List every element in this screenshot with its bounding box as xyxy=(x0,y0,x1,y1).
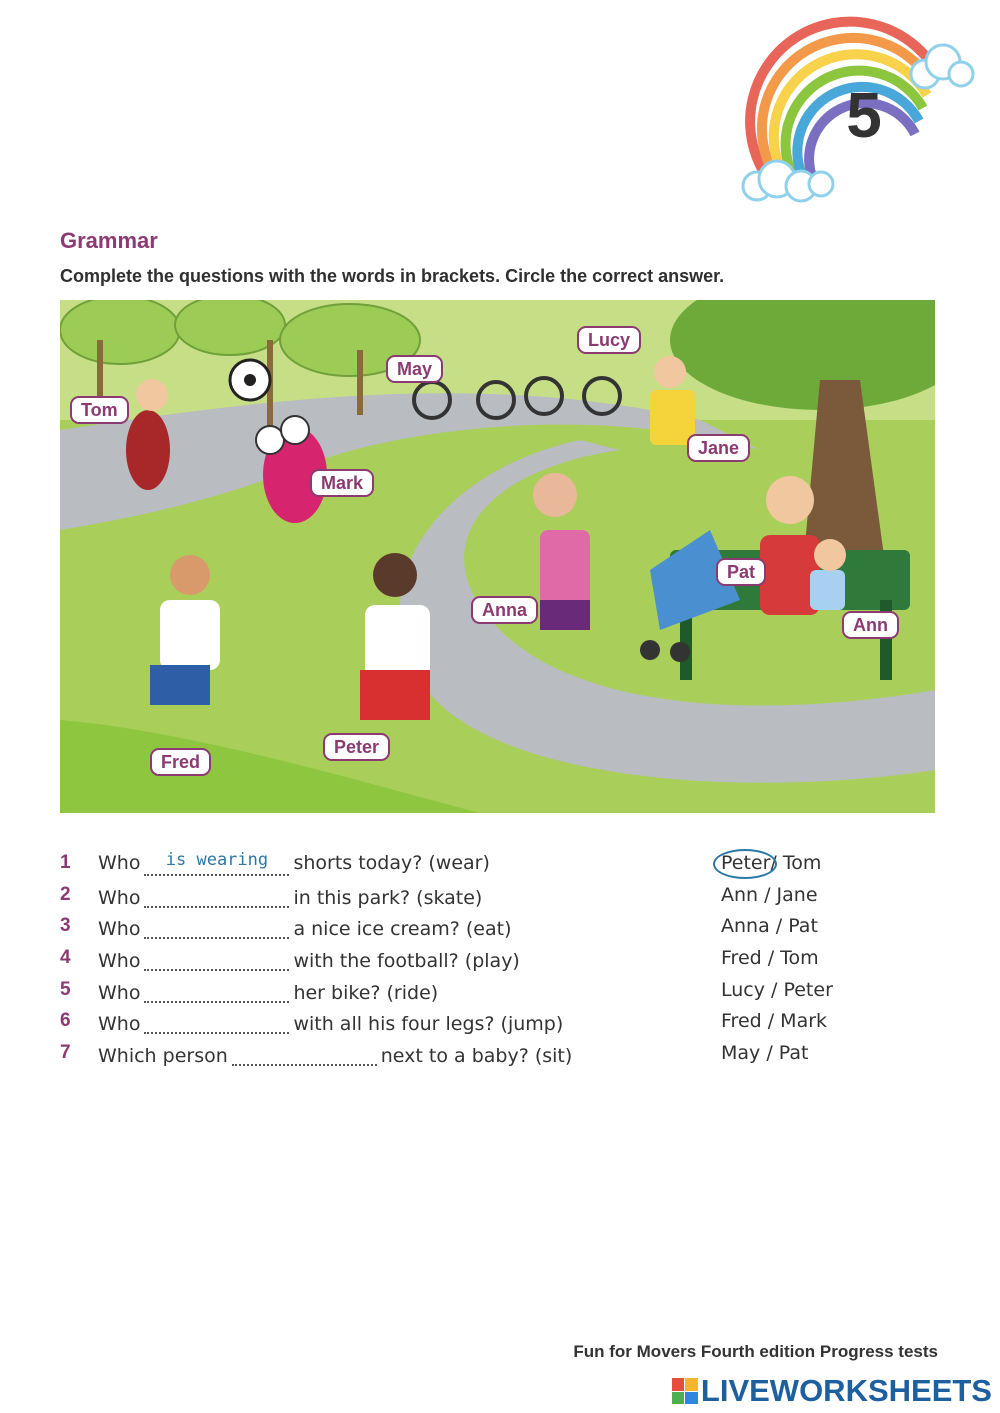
question-tail: a nice ice cream? (eat) xyxy=(293,918,512,941)
answer-options-1 xyxy=(721,848,821,878)
name-tag-lucy: Lucy xyxy=(577,326,641,354)
name-tag-jane: Jane xyxy=(687,434,750,462)
question-row-7 xyxy=(60,1038,940,1070)
name-tag-mark: Mark xyxy=(310,469,374,497)
park-scene-drawing xyxy=(60,300,935,813)
question-text xyxy=(98,848,490,878)
question-lead: Which person xyxy=(98,1045,228,1068)
footer-credit: Fun for Movers Fourth edition Progress tests xyxy=(573,1342,938,1361)
question-row-3 xyxy=(60,911,940,943)
brand-name: LIVEWORKSHEETS xyxy=(700,1373,992,1408)
answer-options-4[interactable]: Fred / Tom xyxy=(721,947,819,970)
answer-options-6[interactable]: Fred / Mark xyxy=(721,1010,828,1033)
answer-blank-5[interactable] xyxy=(144,979,289,1003)
question-text xyxy=(98,1038,572,1071)
answer-blank-6[interactable] xyxy=(144,1010,289,1034)
park-illustration xyxy=(60,300,935,813)
question-tail: her bike? (ride) xyxy=(293,981,439,1004)
written-answer: is wearing xyxy=(165,850,269,870)
answer-circle-mark xyxy=(713,849,777,879)
question-number: 5 xyxy=(60,978,71,1000)
question-lead: Who xyxy=(98,950,141,973)
name-tag-anna: Anna xyxy=(471,596,538,624)
question-lead: Who xyxy=(98,886,141,909)
question-text xyxy=(98,943,520,976)
answer-options-3[interactable]: Anna / Pat xyxy=(721,915,818,938)
question-row-5 xyxy=(60,975,940,1007)
unit-number: 5 xyxy=(846,79,882,151)
answer-blank-1[interactable] xyxy=(144,852,289,876)
question-text xyxy=(98,880,482,913)
name-tag-pat: Pat xyxy=(716,558,766,586)
answer-blank-4[interactable] xyxy=(144,947,289,971)
question-row-4 xyxy=(60,943,940,975)
question-lead: Who xyxy=(98,981,141,1004)
answer-blank-7[interactable] xyxy=(232,1042,377,1066)
question-number: 2 xyxy=(60,883,71,905)
question-row-1 xyxy=(60,848,940,880)
option-text: Peter xyxy=(721,852,771,874)
question-lead: Who xyxy=(98,1013,141,1036)
name-tag-fred: Fred xyxy=(150,748,211,776)
question-number: 1 xyxy=(60,852,71,873)
question-number: 3 xyxy=(60,915,71,937)
question-number: 4 xyxy=(60,947,71,969)
question-text xyxy=(98,911,512,944)
answer-options-5[interactable]: Lucy / Peter xyxy=(721,978,833,1001)
name-tag-ann: Ann xyxy=(842,611,899,639)
question-lead: Who xyxy=(98,852,141,874)
option-separator: / Tom xyxy=(770,852,822,874)
question-row-2 xyxy=(60,880,940,912)
question-list xyxy=(60,848,940,1070)
answer-blank-2[interactable] xyxy=(144,884,289,908)
name-tag-tom: Tom xyxy=(70,396,129,424)
answer-options-2[interactable]: Ann / Jane xyxy=(721,883,818,906)
question-text xyxy=(98,1006,563,1039)
answer-blank-3[interactable] xyxy=(144,915,289,939)
name-tag-may: May xyxy=(386,355,443,383)
section-title: Grammar xyxy=(60,228,158,253)
instruction-text: Complete the questions with the words in brackets. Circle the correct answer. xyxy=(60,266,725,286)
question-text xyxy=(98,975,438,1008)
answer-options-7[interactable]: May / Pat xyxy=(721,1042,809,1065)
question-lead: Who xyxy=(98,918,141,941)
liveworksheets-logo-icon xyxy=(672,1378,698,1404)
question-tail: with all his four legs? (jump) xyxy=(293,1013,564,1036)
question-tail: with the football? (play) xyxy=(293,950,520,973)
question-tail: in this park? (skate) xyxy=(293,886,483,909)
option-peter-circled[interactable] xyxy=(721,848,770,878)
question-row-6 xyxy=(60,1006,940,1038)
question-number: 6 xyxy=(60,1010,71,1032)
question-tail: shorts today? (wear) xyxy=(293,852,490,874)
question-number: 7 xyxy=(60,1042,71,1064)
name-tag-peter: Peter xyxy=(323,733,390,761)
liveworksheets-brand[interactable] xyxy=(672,1374,992,1408)
question-tail: next to a baby? (sit) xyxy=(380,1045,573,1068)
